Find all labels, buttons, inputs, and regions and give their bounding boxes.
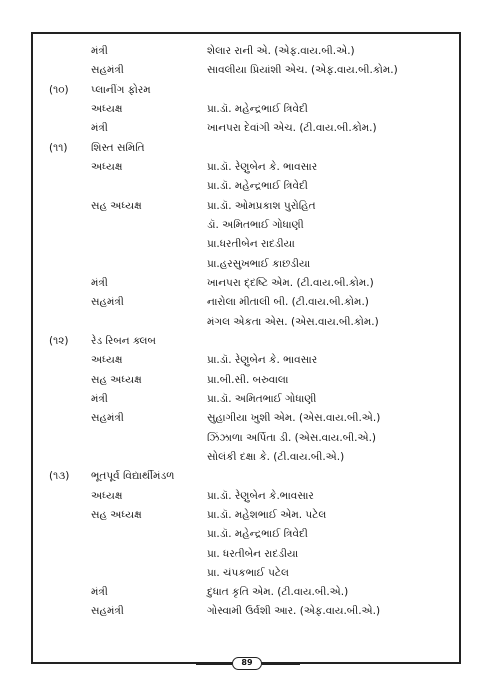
member-name: પ્રા.ધરતીબેન રાદડીયા [207, 238, 295, 251]
member-row [33, 197, 459, 216]
member-role: મંત્રી [91, 122, 108, 135]
member-row [33, 42, 459, 61]
member-role: સહમંત્રી [91, 605, 124, 618]
section-number: (૧૦) [49, 83, 69, 96]
member-role: સહમંત્રી [91, 296, 124, 309]
member-row [33, 525, 459, 544]
member-role: સહ અધ્યક્ષ [91, 199, 142, 212]
committee-list [33, 42, 459, 622]
member-row [33, 564, 459, 583]
member-name: મંગલ એકતા એસ. (એસ.વાય.બી.કોમ.) [207, 315, 379, 328]
member-name: પ્રા. ચંપકભાઈ પટેલ [207, 566, 289, 579]
member-row [33, 602, 459, 621]
member-row [33, 216, 459, 235]
section-heading [33, 139, 459, 159]
member-name: પ્રા. ધરતીબેન રાદડીયા [207, 547, 299, 560]
footer-rule-left [196, 663, 232, 665]
member-row [33, 255, 459, 274]
member-name: ગોસ્વામી ઉર્વશી આર. (એફ.વાય.બી.એ.) [207, 605, 381, 618]
member-row [33, 429, 459, 448]
member-name: સુહાગીયા ખુશી એમ. (એસ.વાય.બી.એ.) [207, 412, 381, 425]
member-role: અધ્યક્ષ [91, 354, 123, 367]
section-number: (૧૩) [49, 470, 70, 483]
section-title: પ્લાનીંગ ફોરમ [91, 83, 151, 96]
member-role: અધ્યક્ષ [91, 103, 123, 116]
member-row [33, 545, 459, 564]
member-row [33, 390, 459, 409]
member-row [33, 371, 459, 390]
member-name: સોલંકી દક્ષા કે. (ટી.વાય.બી.એ.) [207, 450, 345, 463]
member-row [33, 177, 459, 196]
member-name: પ્રા.ડૉ. મહેન્દ્રભાઈ ત્રિવેદી [207, 180, 308, 193]
member-name: ખાનપરા દેવાંગી એચ. (ટી.વાય.બી.કોમ.) [207, 122, 377, 135]
section-heading [33, 332, 459, 352]
member-role: સહ અધ્યક્ષ [91, 508, 142, 521]
page-number: 89 [232, 657, 262, 670]
member-row [33, 235, 459, 254]
member-row [33, 119, 459, 138]
member-row [33, 313, 459, 332]
member-row [33, 448, 459, 467]
member-name: ખાનપરા દ્દષ્ટિ એમ. (ટી.વાય.બી.કોમ.) [207, 276, 374, 289]
member-role: સહમંત્રી [91, 412, 124, 425]
member-row [33, 506, 459, 525]
member-name: નારોલા મીતાલી બી. (ટી.વાય.બી.કોમ.) [207, 296, 369, 309]
member-name: સાવલીયા પ્રિયાંશી એચ. (એફ.વાય.બી.કોમ.) [207, 64, 398, 77]
page-border [31, 32, 461, 664]
member-row [33, 61, 459, 80]
member-role: અધ્યક્ષ [91, 161, 123, 174]
member-role: મંત્રી [91, 45, 108, 57]
member-name: પ્રા.ડૉ. મહેન્દ્રભાઈ ત્રિવેદી [207, 103, 308, 116]
footer-rule-right [262, 663, 300, 665]
section-title: ભૂતપૂર્વ વિદ્યાર્થીમંડળ [91, 470, 175, 483]
page-footer [196, 657, 300, 671]
member-name: ડૉ. અમિતભાઈ ગોધાણી [207, 219, 304, 232]
member-name: પ્રા.ડૉ. ઓમપ્રકાશ પુરોહિત [207, 199, 316, 212]
member-row [33, 100, 459, 119]
section-title: શિસ્ત સમિતિ [91, 141, 145, 154]
member-name: ઝિંઝાળા અર્પિતા ડી. (એસ.વાય.બી.એ.) [207, 431, 377, 444]
member-row [33, 487, 459, 506]
member-role: મંત્રી [91, 276, 108, 289]
member-name: પ્રા.ડૉ. રેણુબેન કે. ભાવસાર [207, 354, 318, 367]
member-role: સહમંત્રી [91, 64, 124, 77]
member-row [33, 351, 459, 370]
member-name: દુધાત કૃતિ એમ. (ટી.વાય.બી.એ.) [207, 586, 349, 599]
section-number: (૧૧) [49, 141, 68, 154]
section-title: રેડ રિબન ક્લબ [91, 334, 156, 347]
member-row [33, 293, 459, 312]
member-row [33, 274, 459, 293]
member-row [33, 583, 459, 602]
member-name: પ્રા.ડૉ. મહેશભાઈ એમ. પટેલ [207, 508, 327, 521]
member-name: પ્રા.ડૉ. મહેન્દ્રભાઈ ત્રિવેદી [207, 528, 308, 541]
member-name: શેલાર રાની એ. (એફ.વાય.બી.એ.) [207, 45, 355, 57]
member-row [33, 158, 459, 177]
member-name: પ્રા.ડૉ. રેણુબેન કે. ભાવસાર [207, 161, 318, 174]
section-heading [33, 81, 459, 101]
member-name: પ્રા.ડૉ. રેણુબેન કે.ભાવસાર [207, 489, 314, 502]
member-role: સહ અધ્યક્ષ [91, 373, 142, 386]
section-heading [33, 467, 459, 487]
member-name: પ્રા.ડૉ. અમિતભાઈ ગોધાણી [207, 392, 317, 405]
member-role: અધ્યક્ષ [91, 489, 123, 502]
member-name: પ્રા.બી.સી. બરુવાલા [207, 373, 289, 386]
section-number: (૧૨) [49, 334, 69, 347]
member-row [33, 409, 459, 428]
member-role: મંત્રી [91, 392, 108, 405]
member-name: પ્રા.હરસુખભાઈ કાછડીયા [207, 257, 311, 270]
member-role: મંત્રી [91, 586, 108, 599]
